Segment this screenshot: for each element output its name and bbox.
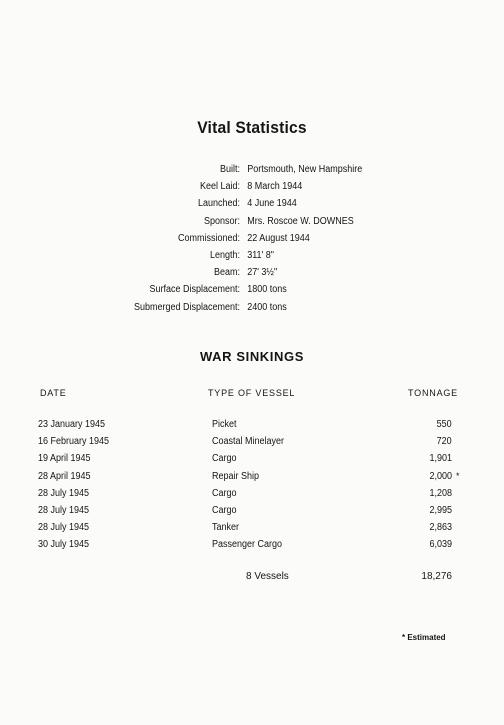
cell-type: Cargo (212, 504, 237, 516)
table-row (0, 505, 504, 522)
vital-statistics-list (0, 164, 504, 319)
table-row (0, 453, 504, 470)
stat-row-submerged-displacement (24, 302, 478, 319)
estimated-footnote: * Estimated (402, 633, 446, 642)
cell-tonnage: 2,863 (429, 522, 452, 534)
stat-value: 311' 8" (247, 249, 274, 261)
stat-row-surface-displacement (24, 284, 478, 301)
stat-label: Keel Laid: (199, 181, 240, 193)
stat-value: 2400 tons (247, 301, 287, 313)
cell-tonnage: 550 (436, 419, 452, 430)
stat-row-commissioned (24, 233, 478, 250)
stat-label: Submerged Displacement: (133, 301, 240, 313)
cell-tonnage: 2,995 (429, 504, 452, 516)
stat-row-sponsor (24, 216, 478, 233)
cell-date: 23 January 1945 (38, 419, 106, 430)
cell-type: Cargo (212, 453, 237, 465)
cell-date: 16 February 1945 (38, 436, 110, 448)
stat-value: Portsmouth, New Hampshire (247, 164, 363, 175)
cell-tonnage: 1,901 (429, 453, 452, 465)
column-header-tonnage: TONNAGE (408, 388, 458, 398)
cell-type: Passenger Cargo (212, 539, 283, 551)
stat-value: 1800 tons (247, 284, 287, 296)
stat-label: Built: (219, 164, 240, 175)
sinkings-table (0, 419, 504, 557)
total-vessels: 8 Vessels (246, 571, 289, 582)
cell-date: 19 April 1945 (38, 453, 91, 465)
stat-value: 22 August 1944 (247, 232, 310, 244)
cell-date: 28 April 1945 (38, 470, 91, 482)
cell-tonnage: 6,039 (429, 539, 452, 551)
stat-value: 8 March 1944 (247, 181, 303, 193)
cell-type: Picket (212, 419, 237, 430)
stat-value: 27' 3½" (247, 267, 278, 279)
stat-row-length (24, 250, 478, 267)
cell-tonnage: 720 (436, 436, 452, 448)
cell-type: Repair Ship (212, 470, 260, 482)
estimated-mark: * (456, 470, 460, 481)
column-header-date: DATE (40, 388, 67, 398)
cell-type: Tanker (212, 522, 240, 534)
section-title: WAR SINKINGS (200, 349, 304, 364)
stat-value: Mrs. Roscoe W. DOWNES (247, 215, 354, 227)
stat-row-launched (24, 198, 478, 215)
table-row (0, 419, 504, 436)
stat-row-keel-laid (24, 181, 478, 198)
stat-row-beam (24, 267, 478, 284)
total-tonnage: 18,276 (421, 571, 452, 582)
stat-value: 4 June 1944 (247, 198, 297, 210)
cell-date: 28 July 1945 (38, 522, 90, 534)
cell-type: Cargo (212, 487, 237, 499)
cell-date: 28 July 1945 (38, 504, 90, 516)
column-header-type: TYPE OF VESSEL (208, 388, 296, 398)
cell-tonnage: 2,000 (429, 470, 452, 482)
stat-label: Beam: (213, 267, 240, 279)
cell-date: 28 July 1945 (38, 487, 90, 499)
cell-type: Coastal Minelayer (212, 436, 285, 448)
cell-tonnage: 1,208 (429, 487, 452, 499)
stat-label: Launched: (197, 198, 240, 210)
table-row (0, 539, 504, 556)
table-row (0, 436, 504, 453)
stat-label: Surface Displacement: (149, 284, 240, 296)
stat-row-built (24, 164, 478, 181)
stat-label: Sponsor: (203, 215, 240, 227)
stat-label: Commissioned: (177, 232, 240, 244)
stat-label: Length: (209, 249, 240, 261)
table-row (0, 488, 504, 505)
cell-date: 30 July 1945 (38, 539, 90, 551)
page-title: Vital Statistics (197, 118, 307, 137)
table-row (0, 522, 504, 539)
table-row (0, 471, 504, 488)
